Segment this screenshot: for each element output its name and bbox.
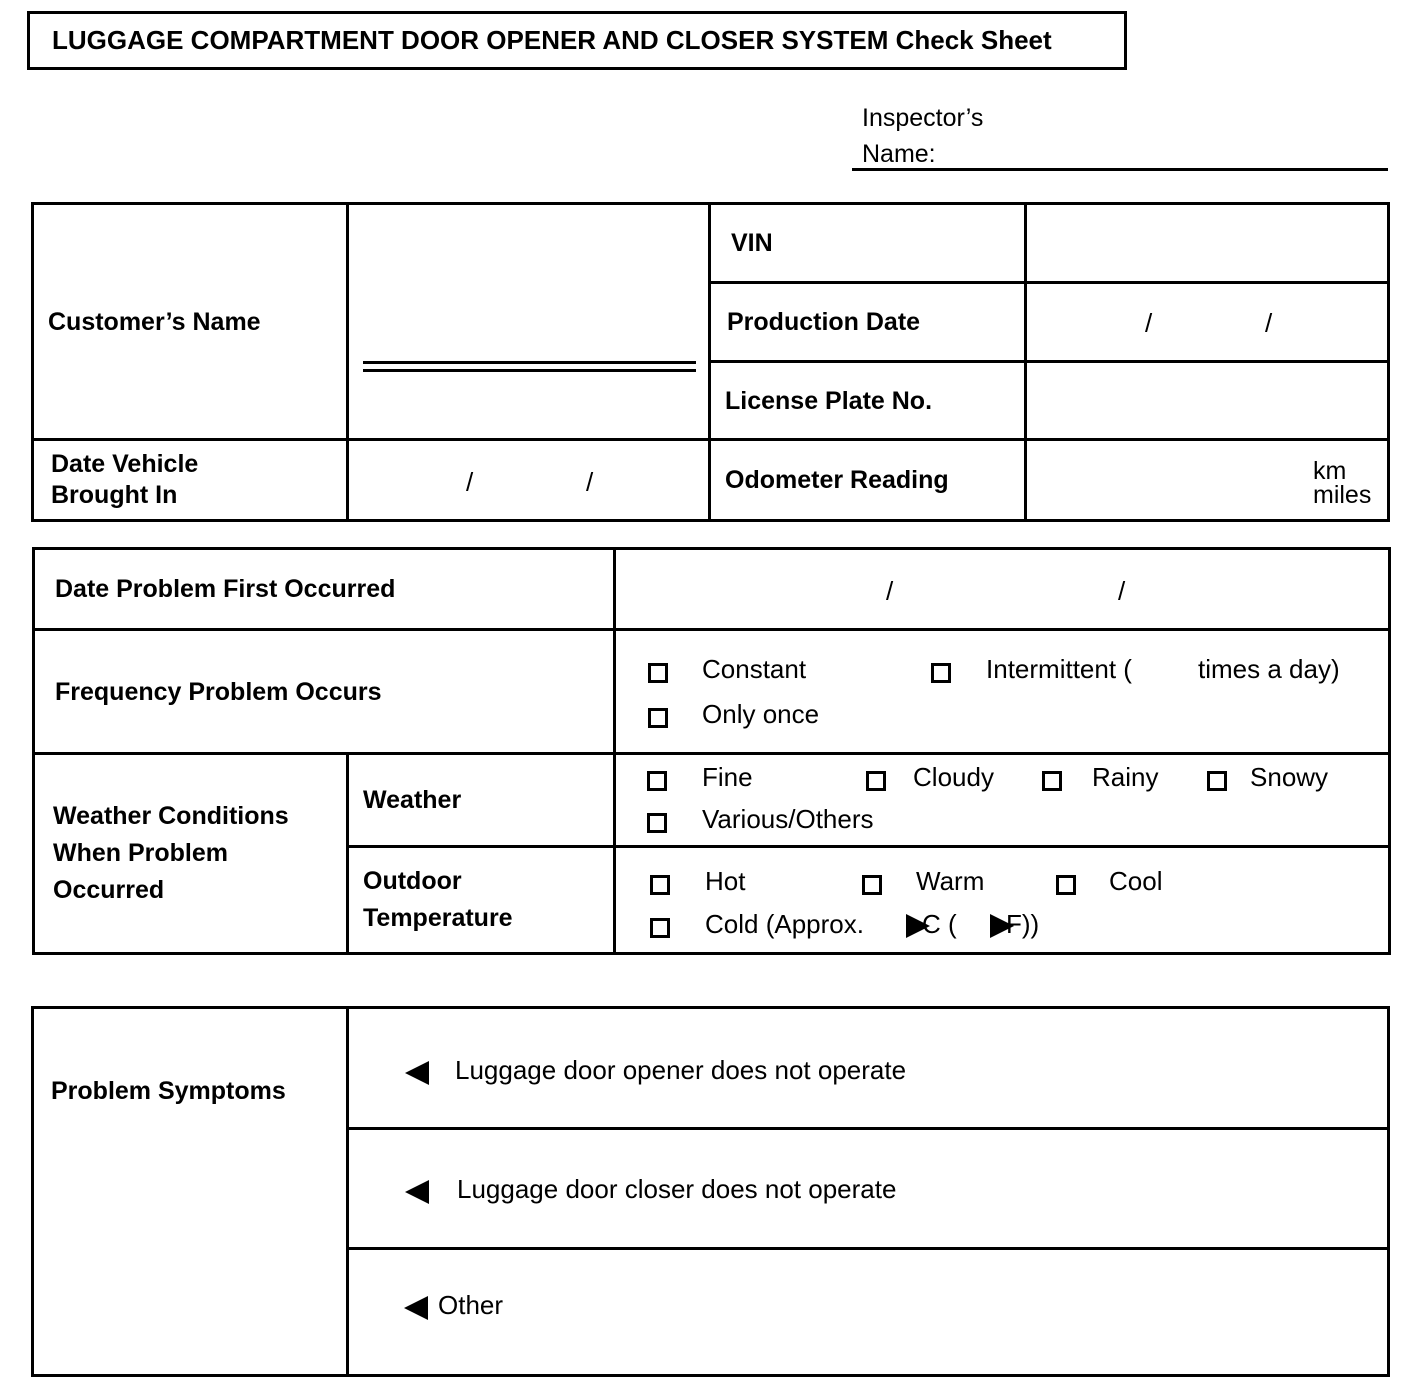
cloudy-label: Cloudy xyxy=(913,762,994,792)
outdoor-temperature-label xyxy=(348,847,615,954)
symptom-other-label: Other xyxy=(438,1290,504,1320)
outdoor-temperature-line1: Outdoor xyxy=(363,867,462,895)
date-first-occurred-label: Date Problem First Occurred xyxy=(34,549,615,630)
date-first-slash-1: / xyxy=(886,576,894,606)
vin-label: VIN xyxy=(710,204,1026,283)
hot-checkbox[interactable] xyxy=(650,875,670,895)
date-first-occurred-field[interactable] xyxy=(615,549,1390,630)
page-title: LUGGAGE COMPARTMENT DOOR OPENER AND CLOSER SYSTEM Check Sheet xyxy=(27,11,1127,70)
symptom-opener-row[interactable] xyxy=(348,1008,1389,1129)
production-date-slash-1: / xyxy=(1145,308,1153,338)
intermittent-label: Intermittent ( xyxy=(986,654,1132,684)
rainy-label: Rainy xyxy=(1092,762,1159,792)
other-arrow-icon xyxy=(404,1296,428,1320)
cool-label: Cool xyxy=(1109,866,1163,896)
symptoms-table xyxy=(31,1006,1390,1377)
only-once-label: Only once xyxy=(702,699,820,729)
odometer-unit-km: km xyxy=(1313,457,1347,485)
vin-field[interactable] xyxy=(1026,204,1389,283)
inspector-name-label xyxy=(862,100,983,172)
inspector-name-field[interactable] xyxy=(852,168,1388,171)
date-brought-in-field[interactable] xyxy=(348,440,710,521)
date-brought-in-slash-1: / xyxy=(466,467,474,497)
problem-symptoms-label: Problem Symptoms xyxy=(33,1008,348,1376)
weather-conditions-line1: Weather Conditions xyxy=(53,802,289,830)
various-checkbox[interactable] xyxy=(647,813,667,833)
odometer-unit-miles: miles xyxy=(1313,481,1372,509)
outdoor-temperature-line2: Temperature xyxy=(363,904,513,932)
weather-conditions-line3: Occurred xyxy=(53,876,165,904)
hot-label: Hot xyxy=(705,866,746,896)
conditions-table xyxy=(32,547,1391,955)
inspector-label-line1: Inspector’s xyxy=(862,104,984,132)
weather-options xyxy=(615,754,1390,847)
vehicle-info-table xyxy=(31,202,1390,522)
odometer-field[interactable] xyxy=(1026,440,1389,521)
date-brought-in-label-line1: Date Vehicle xyxy=(51,450,199,478)
production-date-field[interactable] xyxy=(1026,283,1389,362)
only-once-checkbox[interactable] xyxy=(648,708,668,728)
cool-checkbox[interactable] xyxy=(1056,875,1076,895)
license-plate-label: License Plate No. xyxy=(710,362,1026,440)
temperature-options xyxy=(615,847,1390,954)
various-label: Various/Others xyxy=(702,804,874,834)
date-brought-in-slash-2: / xyxy=(586,467,594,497)
weather-label: Weather xyxy=(348,754,615,847)
odometer-label: Odometer Reading xyxy=(710,440,1026,521)
cold-label: Cold (Approx. xyxy=(705,909,864,939)
symptom-opener-label: Luggage door opener does not operate xyxy=(455,1055,907,1085)
snowy-checkbox[interactable] xyxy=(1207,771,1227,791)
weather-conditions-line2: When Problem xyxy=(53,839,229,867)
fine-label: Fine xyxy=(702,762,753,792)
constant-label: Constant xyxy=(702,654,807,684)
customer-name-field[interactable] xyxy=(348,204,710,440)
cloudy-checkbox[interactable] xyxy=(866,771,886,791)
inspector-label-line2: Name: xyxy=(862,140,936,168)
snowy-label: Snowy xyxy=(1250,762,1329,792)
date-brought-in-label-line2: Brought In xyxy=(51,481,178,509)
constant-checkbox[interactable] xyxy=(648,663,668,683)
cold-checkbox[interactable] xyxy=(650,918,670,938)
rainy-checkbox[interactable] xyxy=(1042,771,1062,791)
weather-conditions-label xyxy=(34,754,348,954)
date-brought-in-label xyxy=(33,440,348,521)
customer-name-label: Customer’s Name xyxy=(33,204,348,440)
times-a-day-label: times a day) xyxy=(1198,654,1340,684)
warm-checkbox[interactable] xyxy=(862,875,882,895)
frequency-label: Frequency Problem Occurs xyxy=(34,630,615,754)
license-plate-field[interactable] xyxy=(1026,362,1389,440)
intermittent-checkbox[interactable] xyxy=(931,663,951,683)
fahrenheit-unit-label: F)) xyxy=(1006,909,1040,939)
celsius-unit-label: C ( xyxy=(922,909,957,939)
fine-checkbox[interactable] xyxy=(647,771,667,791)
warm-label: Warm xyxy=(916,866,985,896)
production-date-slash-2: / xyxy=(1265,308,1273,338)
production-date-label: Production Date xyxy=(710,283,1026,362)
date-first-slash-2: / xyxy=(1118,576,1126,606)
customer-name-double-line xyxy=(363,361,696,372)
closer-arrow-icon xyxy=(405,1180,429,1204)
symptom-closer-label: Luggage door closer does not operate xyxy=(457,1174,897,1204)
symptom-other-row[interactable] xyxy=(348,1249,1389,1376)
symptom-closer-row[interactable] xyxy=(348,1129,1389,1249)
frequency-options xyxy=(615,630,1390,754)
opener-arrow-icon xyxy=(405,1061,429,1085)
